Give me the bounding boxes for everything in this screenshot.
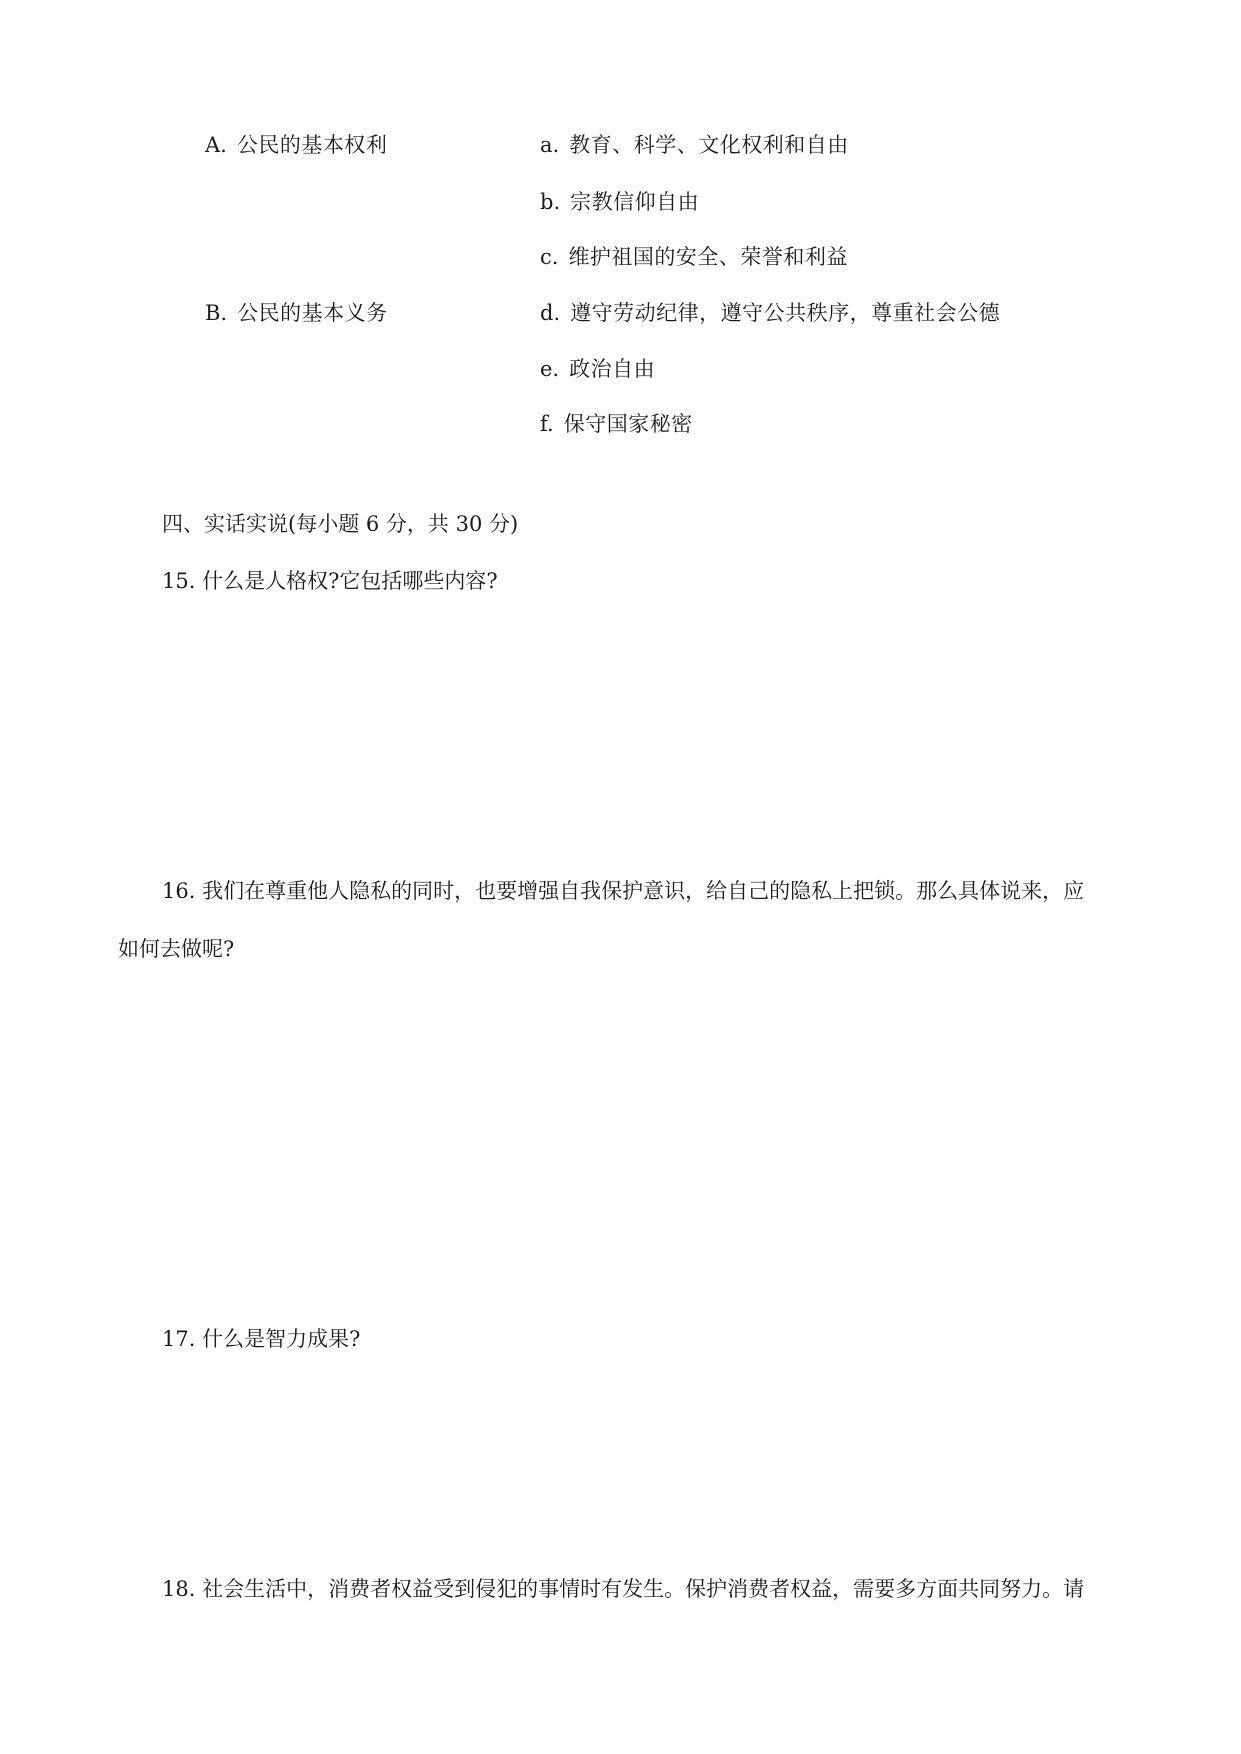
matching-right-item-f	[540, 410, 693, 438]
matching-right-label: 保守国家秘密	[563, 412, 693, 436]
matching-left-item-b	[205, 299, 388, 327]
question-15: 15. 什么是人格权?它包括哪些内容?	[162, 569, 498, 593]
matching-right-item-b	[540, 188, 699, 216]
question-17: 17. 什么是智力成果?	[162, 1327, 361, 1351]
question-16-line-2: 如何去做呢?	[118, 937, 235, 961]
matching-left-label: 公民的基本权利	[236, 133, 388, 157]
matching-right-label: 遵守劳动纪律，遵守公共秩序，尊重社会公德	[570, 301, 1001, 325]
matching-right-marker: d.	[540, 301, 561, 325]
matching-left-label: 公民的基本义务	[237, 301, 388, 325]
matching-right-marker: f.	[540, 412, 554, 436]
question-16-line-1: 16. 我们在尊重他人隐私的同时，也要增强自我保护意识，给自己的隐私上把锁。那么具体说来，应	[162, 879, 1085, 903]
matching-right-label: 维护祖国的安全、荣誉和利益	[568, 245, 848, 269]
matching-right-label: 宗教信仰自由	[570, 190, 700, 214]
matching-left-marker: B.	[205, 301, 228, 325]
matching-right-item-a	[540, 131, 849, 159]
matching-right-marker: c.	[540, 245, 559, 269]
matching-left-marker: A.	[205, 133, 227, 157]
matching-right-marker: b.	[540, 190, 561, 214]
matching-right-item-e	[540, 355, 655, 383]
matching-left-item-a	[205, 131, 387, 159]
matching-right-marker: a.	[540, 133, 560, 157]
question-18-line-1: 18. 社会生活中，消费者权益受到侵犯的事情时有发生。保护消费者权益，需要多方面共同努力。请	[162, 1577, 1085, 1601]
matching-right-marker: e.	[540, 357, 560, 381]
matching-right-label: 教育、科学、文化权利和自由	[569, 133, 849, 157]
matching-right-item-c	[540, 243, 848, 271]
matching-right-label: 政治自由	[569, 357, 656, 381]
matching-right-item-d	[540, 299, 1000, 327]
section-heading: 四、实话实说(每小题 6 分，共 30 分)	[162, 512, 519, 536]
